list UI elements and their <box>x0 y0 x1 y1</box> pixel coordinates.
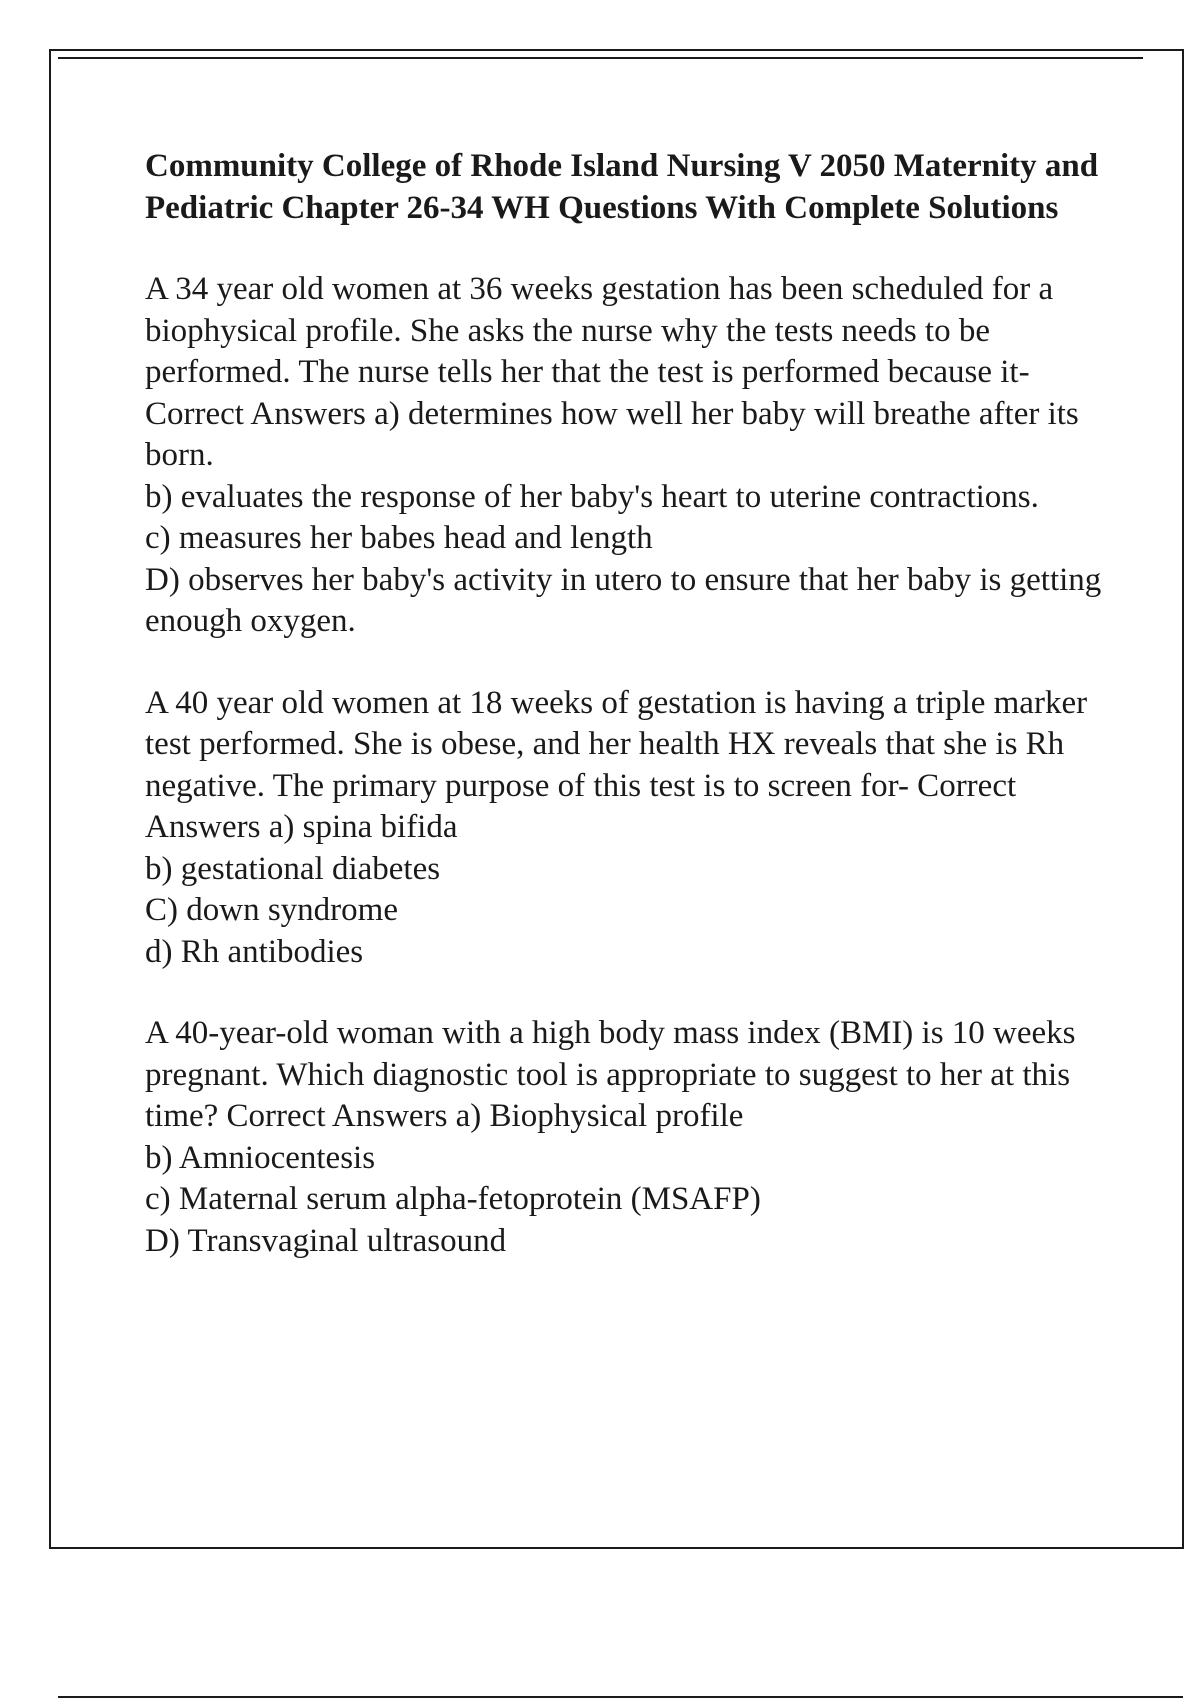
answer-option: C) down syndrome <box>145 892 398 928</box>
answer-option: D) observes her baby's activity in utero to ensure that her baby is getting enough oxygen. <box>145 561 1102 639</box>
answer-option: b) Amniocentesis <box>145 1139 376 1176</box>
answer-option: d) Rh antibodies <box>145 933 364 970</box>
question-block <box>145 683 1105 974</box>
question-text: A 40-year-old woman with a high body mass index (BMI) is 10 weeks pregnant. Which diagnostic tool is appropriate to suggest to her at this time? Correct Answers a) Biophysical profile <box>145 1015 1076 1134</box>
question-block <box>145 269 1105 643</box>
answer-option: c) measures her babes head and length <box>145 520 653 556</box>
top-rule <box>58 57 1143 59</box>
document-body <box>145 145 1105 1302</box>
question-text: A 34 year old women at 36 weeks gestation has been scheduled for a biophysical profile. She asks the nurse why the tests needs to be performed. The nurse tells her that the test is performed because it- Correct Answers a) determines how well her baby will breathe after its born. <box>145 271 1079 473</box>
document-title: Community College of Rhode Island Nursing V 2050 Maternity and Pediatric Chapter 26-34 WH Questions With Complete Solutions <box>145 148 1099 226</box>
answer-option: c) Maternal serum alpha-fetoprotein (MSAFP) <box>145 1181 761 1217</box>
question-text: A 40 year old women at 18 weeks of gestation is having a triple marker test performed. She is obese, and her health HX reveals that she is Rh negative. The primary purpose of this test is to screen for- Correct Answers a) spina bifida <box>145 684 1088 845</box>
answer-option: b) gestational diabetes <box>145 850 441 887</box>
question-block <box>145 1013 1105 1262</box>
answer-option: D) Transvaginal ultrasound <box>145 1222 507 1259</box>
answer-option: b) evaluates the response of her baby's heart to uterine contractions. <box>145 478 1039 515</box>
bottom-rule <box>58 1696 1183 1698</box>
